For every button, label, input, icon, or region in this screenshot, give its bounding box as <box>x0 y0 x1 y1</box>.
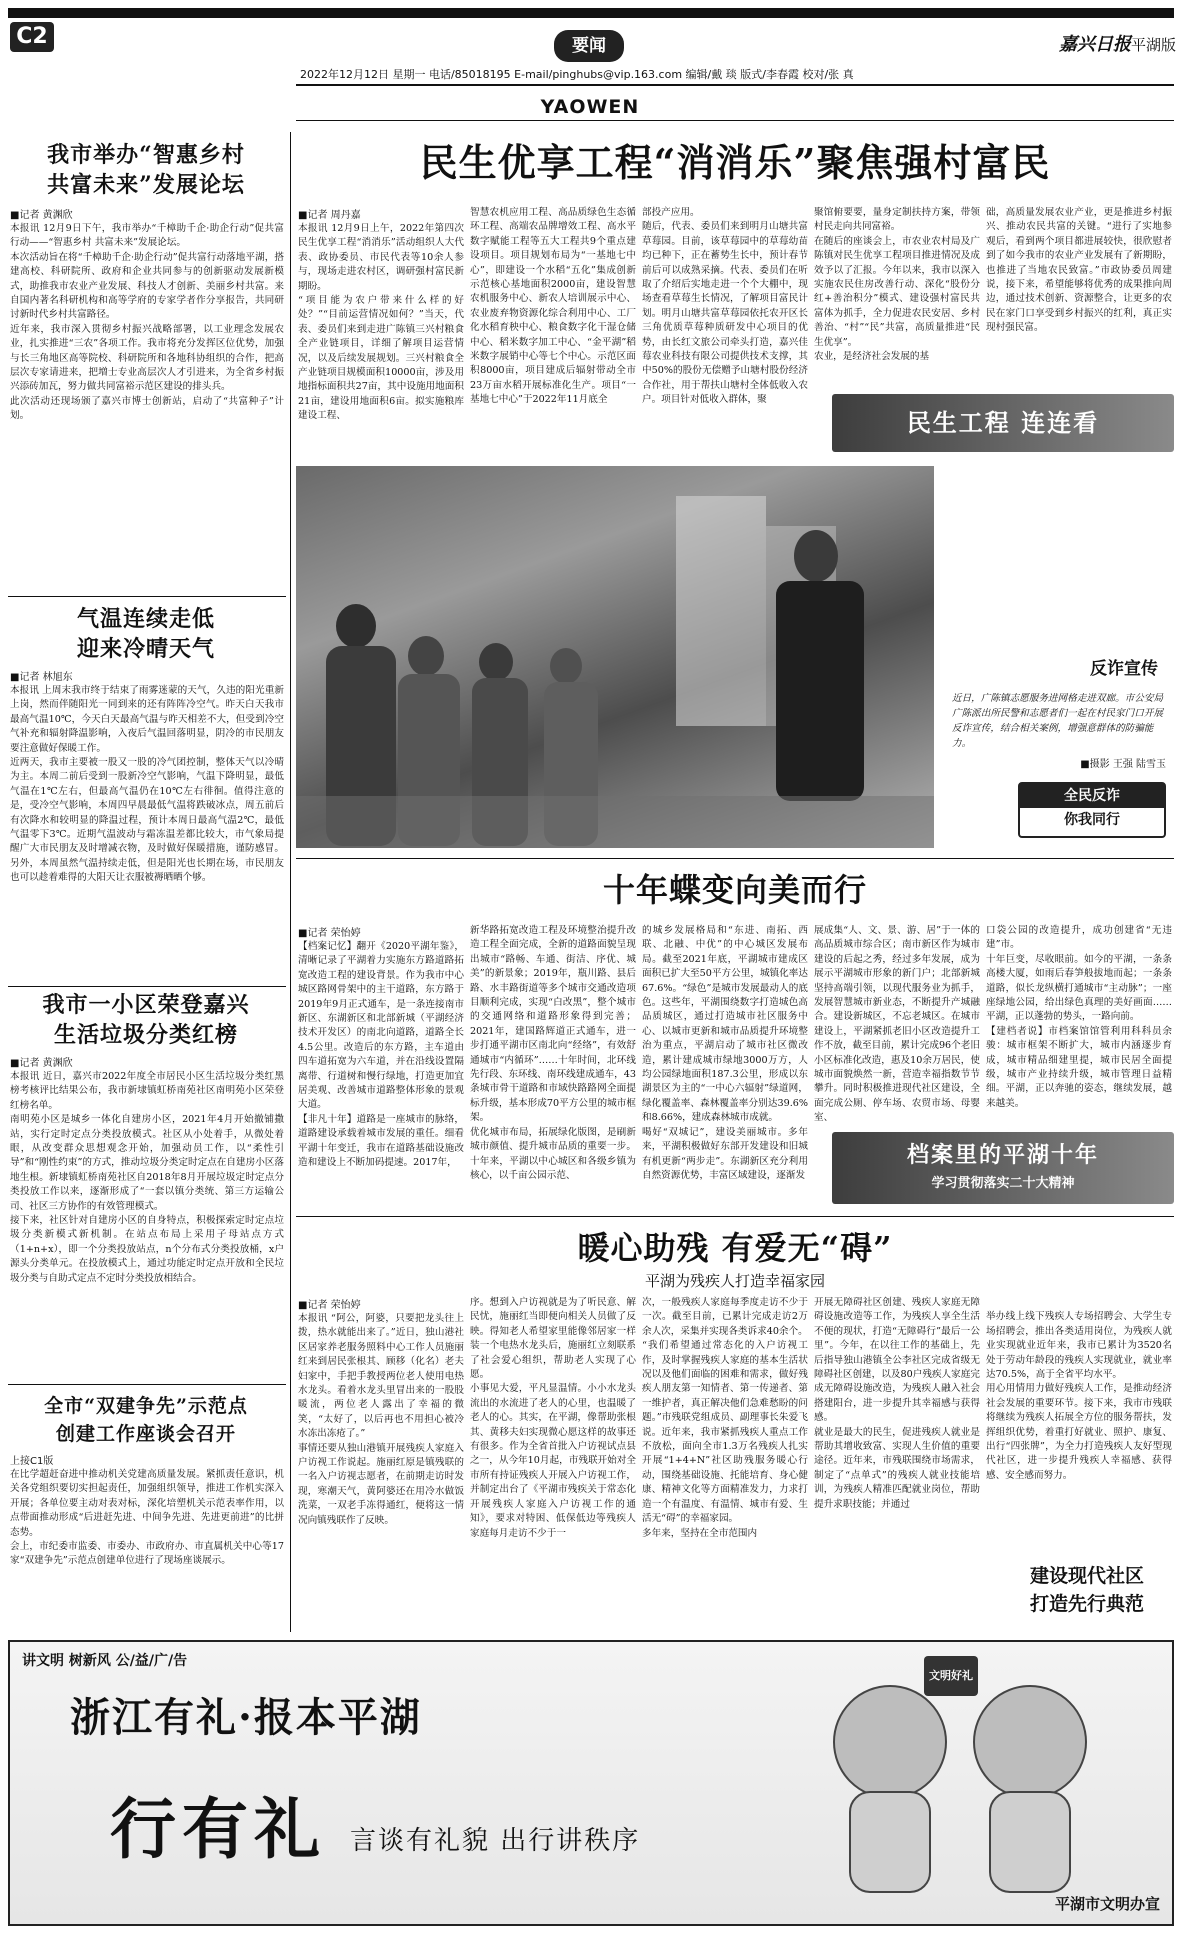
bottom-col-5-lead: 举办线上线下残疾人专场招聘会、大学生专场招聘会，推出各类适用岗位，为残疾人就业实现就业 <box>986 1311 1172 1352</box>
a1-rule <box>8 596 286 597</box>
a3-byline: ■记者 黄渊欣 <box>10 1058 73 1069</box>
bottom-headline: 暖心助残 有爱无“碍” <box>577 1229 893 1267</box>
anti-fraud-photo <box>296 466 934 848</box>
main-col-3: 部投产应用。 随后，代表、委员们来到明月山塘共富草莓园。目前，该草莓园中的草莓幼苗均已种下，正在蓄势生长中，预计春节前后可以成熟采摘。代表、委员们在听取了介绍后实地走进一个个大棚中，现场查看草莓生长情况，了解项目富民计划。明月山塘共富草莓园依托农开区长三角优质草莓种质研发中心项目的优势，由长红文旅公司牵头打造，嘉兴佳莓农业科技有限公司提供技术支撑，其中50%的股份无偿赠予山塘村股份经济合作社，用于帮扶山塘村全体低收入农户。项目针对低收入群体，聚 <box>642 207 808 406</box>
a2-headline <box>8 604 284 664</box>
main-col-4: 聚馆俯要要，量身定制扶持方案，带领村民走向共同富裕。 在随后的座谈会上，市农业农村局及广陈镇对民生优享工程项目推进情况及成效予以了汇报。今年以来，我市以深入实施农民住房改善行动、深化“股份分红+善治积分”模式、建设强村富民共富体为抓手，全力促进农民安居、乡村善治、“村”“民”共富，高质量推进“民生优享”。 农业，是经济社会发展的基 <box>814 207 980 363</box>
mid-col-1: 【档案记忆】翻开《2020平湖年鉴》，清晰记录了平湖着力实施东方路道路拓宽改造工程的建设背景。作为我市中心城区路网骨架中的主干道路，东方路于2019年9月正式通车，是一条连接南市新区、东湖新区和北部新城（平湖经济技术开发区）的南北向道路，道路全长4.5公里。改造后的东方路，主车道由四车道拓宽为六车道，并在沿线设置隔离带、行道树和慢行绿地，打造更加宜居美观、改善城市道路整体形象的景观大道。 【非凡十年】道路是一座城市的脉络，道路建设承载着城市发展的重任。细看平湖十年变迁，我市在道路基础设施改造和建设上不断加码提速。2017年， <box>298 941 464 1169</box>
bottom-col-1: 本报讯 “阿公，阿婆，只要把龙头往上拨，热水就能出来了。”近日，独山港社区居家养老服务照料中心工作人员施丽红来到居民张根其、顾移（化名）老夫妇家中，手把手教授两位老人使用电热水龙头。看着水龙头里冒出来的一股股暖流，两位老人露出了幸福的微笑，“太好了，以后再也不用担心被冷水冻出冻疮了。” 事情还要从独山港镇开展残疾人家庭入户访视工作说起。施丽红原是镇残联的一名入户访视志愿者，在前期走访时发现，寒潮天气，黄阿婆还在用冷水做饭洗菜，一双老手冻得通红，便将这一情况向镇残联作了反映。 <box>298 1313 464 1526</box>
main-col-5: 础，高质量发展农业产业，更是推进乡村振兴、推动农民共富的关键。“进行了实地参观后，看到两个项目都进展较快，很欣慰者到了如今我市的农业产业发展有了新期盼，也推进了当地农民致富。”市政协委员周建说，接下来，希望能够将优秀的成果推向周边，通过技术创新、资源整合，让更多的农民在家门口享受到乡村振兴的红利，真正实现村强民富。 <box>986 207 1172 334</box>
date-line: 2022年12月12日 星期一 电话/85018195 E-mail/pinghubs@vip.163.com 编辑/戴 琰 版式/李春霞 校对/张 真 <box>300 68 854 81</box>
logo-line2: 你我同行 <box>1064 812 1120 828</box>
bottom-col-5 <box>986 1296 1172 1556</box>
section-en: YAOWEN <box>540 96 640 118</box>
a3-headline-line1: 我市一小区荣登嘉兴 <box>42 992 250 1018</box>
bottom-col-5-extra: 近年来，我市已累计为3520名处于劳动年龄段的残疾人实现就业，就业率达70.5%，高于全省平均水平。 用心用情用力做好残疾人工作，是推动经济社会发展的重要环节。接下来，我市市残联将继续为残疾人拓展全方位的服务帮扶，发挥组织优势，着重打好就业、照护、康复、出行“四张牌”，为全力打造残疾人友好型现代社区，进一步提升残疾人幸福感、获得感、安全感而努力。 <box>986 1340 1172 1481</box>
bottom-col-4: 开展无障碍社区创建、残疾人家庭无障碍设施改造等工作，为残疾人享全生活不便的现状，打造“无障碍行”最后一公里”。今年，在以往工作的基础上，先后指导独山港镇全公李社区完成省级无障碍社区创建，以及80户残疾人家庭完成无障碍设施改造，为残疾人融入社会搭建阳台，进一步提升其幸福感与获得感。 就业是最大的民生，促进残疾人就业是帮助其增收致富、实现人生价值的重要途径。近年来，市残联围绕市场需求，制定了“点单式”的残疾人就业技能培训，为残疾人精准匹配就业岗位，帮助提升求职技能；并通过 <box>814 1297 980 1510</box>
main-banner <box>832 394 1174 452</box>
a2-headline-line1: 气温连续走低 <box>76 606 215 632</box>
a3-headline <box>8 990 284 1050</box>
mid-col-2: 新华路拓宽改造工程及环境整治提升改造工程全面完成，全新的道路面貌呈现出城市“路畅、车通、街洁、序优、城美”的新景象；2019年，瓶川路、县后路、水丰路街道等多个城市交通改造项目顺利完成，实现“白改黑”，整个城市的交通网络和道路形象得到完善；2021年，建国路辉道正式通车，进一步打通平湖市区南北向“经络”，有效舒通城市“内循环”……十年时间，北环线先行段、东环线、南环线建成通车，43条城市骨干道路和市域快路路网全面提标升级，基本形成70平方公里的城市框架。 优化城市布局，拓展绿化版图，是刷新城市颜值、提升城市品质的重要一步。十年来，平湖以中心城区和各级乡镇为核心，以千亩公园示范、 <box>470 925 636 1181</box>
bottom-col-2: 序。想到入户访视就是为了听民意、解民忧，施丽红当即便向相关人员做了反映。得知老人希望家里能像邻居家一样装一个电热水龙头后，施丽红立刻联系了社会爱心组织，帮助老人实现了心愿。 小事见大爱，平凡显温情。小小水龙头流出的水流进了老人的心里，也温暖了老人的心。其实，在平湖，像帮助张根其、黄移夫妇实现微心愿这样的故事还有很多。作为全省首批入户访视试点县之一，从今年10月起，市残联开始对全市所有持证残疾人开展入户访视工作，并制定出台了《平湖市残疾关于常态化开展残疾人家庭入户访视工作的通知》，要求对特困、低保低边等残疾人家庭每月走访不少于一 <box>470 1297 636 1539</box>
ad-tagline: 言谈有礼貌 出行讲秩序 <box>350 1826 641 1856</box>
a3-headline-line2: 生活垃圾分类红榜 <box>53 1022 238 1048</box>
ad-slogan: 浙江有礼·报本平湖 <box>70 1694 422 1741</box>
main-byline: ■记者 周丹嘉 <box>298 210 361 221</box>
edition-name: 平湖版 <box>1130 36 1176 54</box>
photo-figures <box>296 466 934 848</box>
section-rule <box>296 120 1174 121</box>
main-banner-text: 民生工程 连连看 <box>906 409 1100 437</box>
left-column-divider <box>290 132 291 1632</box>
a3-body: 本报讯 近日，嘉兴市2022年度全市居民小区生活垃圾分类红黑榜考核评比结果公布，我市新埭镇虹桥南苑社区南明苑小区荣登红榜名单。 南明苑小区是城乡一体化自建房小区，2021年4月开始撤铺撒站，实行定时定点分类投放模式。社区从小处着手，从微处着眼，从改变群众思想观念开始，加强动员工作，以“柔性引导”和“刚性约束”的方式，推动垃圾分类定时定点在自建房小区落地生根。新埭镇虹桥南苑社区自2018年8月开展垃圾定时定点分类投放工作以来，逐渐形成了“一套以镇分类统、第三方运输公司、社区三方协作的有效管理模式。 接下来，社区针对自建房小区的自身特点，积极探索定时定点垃圾分类新模式新机制。在站点布局上采用子母站点方式（1+n+x），即一个分类投放站点，n个分布式分类投放桶，x户源头分类单元。在投放模式上，通过功能定时定点开放和全民垃圾分类与自助式定点不定时分类投放相结合。 <box>10 1071 284 1284</box>
photo-bottom-rule <box>296 858 1174 859</box>
bottom-banner-line1: 建设现代社区 <box>1029 1565 1144 1587</box>
photo-caption-box <box>938 466 1174 848</box>
bottom-banner <box>1000 1562 1174 1622</box>
a4-headline <box>8 1392 284 1448</box>
a2-rule <box>8 986 286 987</box>
a1-headline-line1: 我市举办“智惠乡村 <box>47 142 245 168</box>
mid-banner-main: 档案里的平湖十年 <box>906 1143 1099 1168</box>
a1-headline <box>8 140 284 200</box>
main-col-2: 智慧农机应用工程、高品质绿色生态循环工程、高端农品牌增效工程、高水平数字赋能工程等五大工程共9个重点建设项目。项目规划布局为“一基地七中心”，即建设一个水稻“五化”集成创新示范核心基地面积2000亩，建设智慧农机服务中心、新农人培训展示中心、农业废弃物资源化综合利用中心、工厂化水稻育秧中心、粮食数字化干湿仓储中心、稻米数字加工中心、“金平湖”稻米数字展销中心等七个中心。示范区面积8000亩，项目建成后辐射带动全市23万亩水稻开展标准化生产。项目“一基地七中心”于2022年11月底全 <box>470 207 636 406</box>
mid-banner-sub: 学习贯彻落实二十大精神 <box>931 1176 1075 1191</box>
photo-caption-title: 反诈宣传 <box>1090 659 1158 679</box>
a4-headline-line1: 全市“双建争先”示范点 <box>44 1395 248 1417</box>
mid-col-3: 的城乡发展格局和“东进、南拓、西联、北融、中优”的中心城区发展布局。截至2021年底，平湖城市建成区面积已扩大至50平方公里，城镇化率达67.6%。“绿色”是城市发展最动人的底色。这些年，平湖围绕数字打造城色高品质城区，通过打造城市社区服务中心、以城市更新和城市品质提升环境整治为重点，平湖启动了城市社区微改造，累计建成城市绿地3000万方，人均公园绿地面积187.3公里，形成以东湖景区为主的“一中心六辐射”绿道网，绿化覆盖率、森林覆盖率分别达39.6%和8.66%，建成森林城市成就。 喝好“双城记”，建设美丽城市。多年来，平湖积极做好东部开发建设和旧城有机更新“两步走”。东湖新区充分利用自然资源优势，丰富区域建设，逐渐发 <box>642 925 808 1181</box>
mid-bottom-rule <box>296 1216 1174 1217</box>
bottom-col-3: 次，一般残疾人家庭每季度走访不少于一次。截至目前，已累计完成走访2万余人次，采集并实现各类诉求40余个。 “我们希望通过常态化的入户访视工作，及时掌握残疾人家庭的基本生活状况以及他们面临的困难和需求，做好残疾人朋友第一知情者、第一传递者、第一维护者，真正解决他们急难愁盼的问题。”市残联党组成员、副理事长朱爱飞说。近年来，我市紧抓残疾人重点工作不放松，面向全市1.3万名残疾人扎实开展“1+4+N”社区助残服务暖心行动，围绕基础设施、托能培育、身心健康、精神文化等方面精准发力，力求打造一个有温度、有温情、城市有爱、生活无“碍”的幸福家园。 多年来，坚持在全市范围内 <box>642 1297 808 1539</box>
ad-cartoon-figures <box>800 1662 1140 1902</box>
ad-badge: 文明好礼 <box>924 1656 978 1696</box>
top-black-rule <box>8 8 1174 18</box>
section-seal <box>554 30 624 62</box>
masthead-rule <box>296 84 1174 86</box>
ad-tags: 讲文明 树新风 公/益/广/告 <box>22 1653 188 1669</box>
photo-caption-text: 近日，广陈镇志愿服务进网格走进双廊。市公安局广陈派出所民警和志愿者们一起在村民家门口开展反诈宣传，结合相关案例，增强意群体的防骗能力。 <box>952 693 1164 749</box>
a2-headline-line2: 迎来冷晴天气 <box>76 636 215 662</box>
bottom-banner-line2: 打造先行典范 <box>1029 1593 1144 1615</box>
a4-body: 在比学超赶奋进中推动机关党建高质量发展。紧抓责任意识，机关各党组织要切实担起责任，加强组织领导，推进工作机实深入开展；各单位要主动对表对标，深化培塑机关示范表率作用，以点带面推动形成“后进赶先进、中间争先进、先进更前进”的比拼态势。 会上，市纪委市监委、市委办、市政府办、市直属机关中心等17家“双建争先”示范点创建单位进行了现场座谈展示。 <box>10 1469 284 1567</box>
photo-credit: ■摄影 王强 陆雪玉 <box>1080 759 1166 770</box>
a2-body: 本报讯 上周末我市终于结束了雨雾迷蒙的天气，久违的阳光重新上岗，然而伴随阳光一同到来的还有阵阵冷空气。昨天白天我市最高气温10℃，今天白天最高气温与昨天相差不大，但受到冷空气补充和辐射降温影响，入夜后气温回落明显，阴冷的市民朋友要注意做好保暖工作。 近两天，我市主要被一股又一股的冷气团控制，整体天气以冷晴为主。本周二前后受到一股新冷空气影响，气温下降明显，最低气温在1℃左右，但最高气温仍在10℃左右徘徊。值得注意的是，受冷空气影响，本周四早晨最低气温将跌破冰点，周五前后有次降水和较明显的降温过程，预计本周日最高气温2℃，最低气温零下3℃。近期气温波动与霜冻温差都比较大，市气象局提醒广大市民朋友及时增减衣物，及时做好保暖措施，谨防感冒。另外，本周虽然气温持续走低，但是阳光也长期在场，市民朋友也可以趁着难得的大阳天让衣服被褥晒晒个够。 <box>10 685 284 884</box>
a1-headline-line2: 共富未来”发展论坛 <box>47 172 245 198</box>
paper-title: 嘉兴日报 <box>1058 34 1131 55</box>
a1-body: 本报讯 12月9日下午，我市举办“千樟助千企·助企行动”促共富行动——“智惠乡村 共富未来”发展论坛。 本次活动旨在将“千樟助千企·助企行动”促共富行动落地平湖，搭建高校、科研院所、政府和企业共同参与的创新驱动发展新模式，助推我市农业产业发展、科技人才创新、美丽乡村共富。来自国内著名科研机构和高等学府的专家学者作分享报告，共同研讨新时代乡村共富路径。 近年来，我市深入贯彻乡村振兴战略部署，以工业理念发展农业，扎实推进“三农”各项工作。我市将充分发挥区位优势，加强与长三角地区高等院校、科研院所和各地科协组织的合作，把高层次专家请进来，把増士专业高层次人才引进来，为全省乡村振兴添砖加瓦，努力做共同富裕示范区建设的排头兵。 此次活动还现场颁了嘉兴市博士创新站，启动了“共富种子”计划。 <box>10 223 284 422</box>
mid-col-4: 展成集“人、文、景、游、居”于一体的高品质城市综合区；南市新区作为城市建设的后起之秀，经过多年发展，成为展示平湖城市形象的新门户；北部新城坚持高端引领，以现代服务业为抓手，发展智慧城市新业态，不断提升产城融合。建设新城区，不忘老城区。在城市建设上，平湖紧抓老旧小区改造提升工作不放，截至目前，累计完成96个老旧小区标准化改造，惠及10余万居民，使城市面貌焕然一新，营造幸福指数节节攀升。同时积极推进现代社区建设，全面完成公厕、停车场、农贸市场、母婴室、 <box>814 925 980 1124</box>
bottom-byline: ■记者 荣怡婷 <box>298 1300 361 1311</box>
paper-name <box>1030 30 1176 56</box>
a1-byline: ■记者 黄渊欣 <box>10 210 73 221</box>
page-number: C2 <box>10 22 54 52</box>
a4-from: 上接C1版 <box>10 1456 54 1467</box>
ad-big-word: 行有礼 <box>110 1790 326 1868</box>
a2-byline: ■记者 林旭东 <box>10 672 73 683</box>
mid-col-5: 口袋公园的改造提升，成功创建省“无违建”市。 十年巨变，尽收眼前。如今的平湖，一条条高楼大厦，如雨后春笋般拔地而起；一条条道路，似长龙纵横打通城市“主动脉”；一座座绿地公园，给出绿色真理的美好画面……平湖，正以蓬勃的势头，一路向前。 【建档者说】市档案馆馆管利用科科员余骏：城市框架不断扩大，城市内涵逐步育成，城市精品细建里提，城市民居全面提级，城市产业持续升级，城市管理日益精细。平湖，正以奔驰的姿态，继续发展，越来越美。 <box>986 925 1172 1109</box>
anti-fraud-logo <box>1018 782 1166 838</box>
logo-line1: 全民反诈 <box>1020 784 1164 808</box>
main-col-1: 本报讯 12月9日上午，2022年第四次民生优享工程“消消乐”活动组织人大代表、政协委员、市民代表等10余人参与，现场走进农村区，调研强村富民新期盼。 “项目能为农户带来什么样的好处？”“目前运营情况如何？”当天，代表、委员们来到走进广陈镇三兴村粮食全产业链项目，详细了解项目运营情况，以及后续发展规划。三兴村粮食全产业链项目规模面积10000亩，涉及用地指标面积共27亩，其中设施用地面积21亩，建设用地面积6亩。拟实施粮库建设工程、 <box>298 223 464 422</box>
mid-byline: ■记者 荣怡婷 <box>298 928 361 939</box>
section-cn: 要闻 <box>572 36 606 56</box>
bottom-subhead: 平湖为残疾人打造幸福家园 <box>644 1272 825 1290</box>
mid-headline: 十年蝶变向美而行 <box>602 871 867 909</box>
a4-headline-line2: 创建工作座谈会召开 <box>55 1423 236 1445</box>
main-headline: 民生优享工程“消消乐”聚焦强村富民 <box>419 140 1051 185</box>
public-ad <box>8 1640 1174 1926</box>
a3-rule <box>8 1384 286 1385</box>
mid-banner <box>832 1132 1174 1204</box>
ad-sponsor: 平湖市文明办宣 <box>1054 1895 1160 1913</box>
